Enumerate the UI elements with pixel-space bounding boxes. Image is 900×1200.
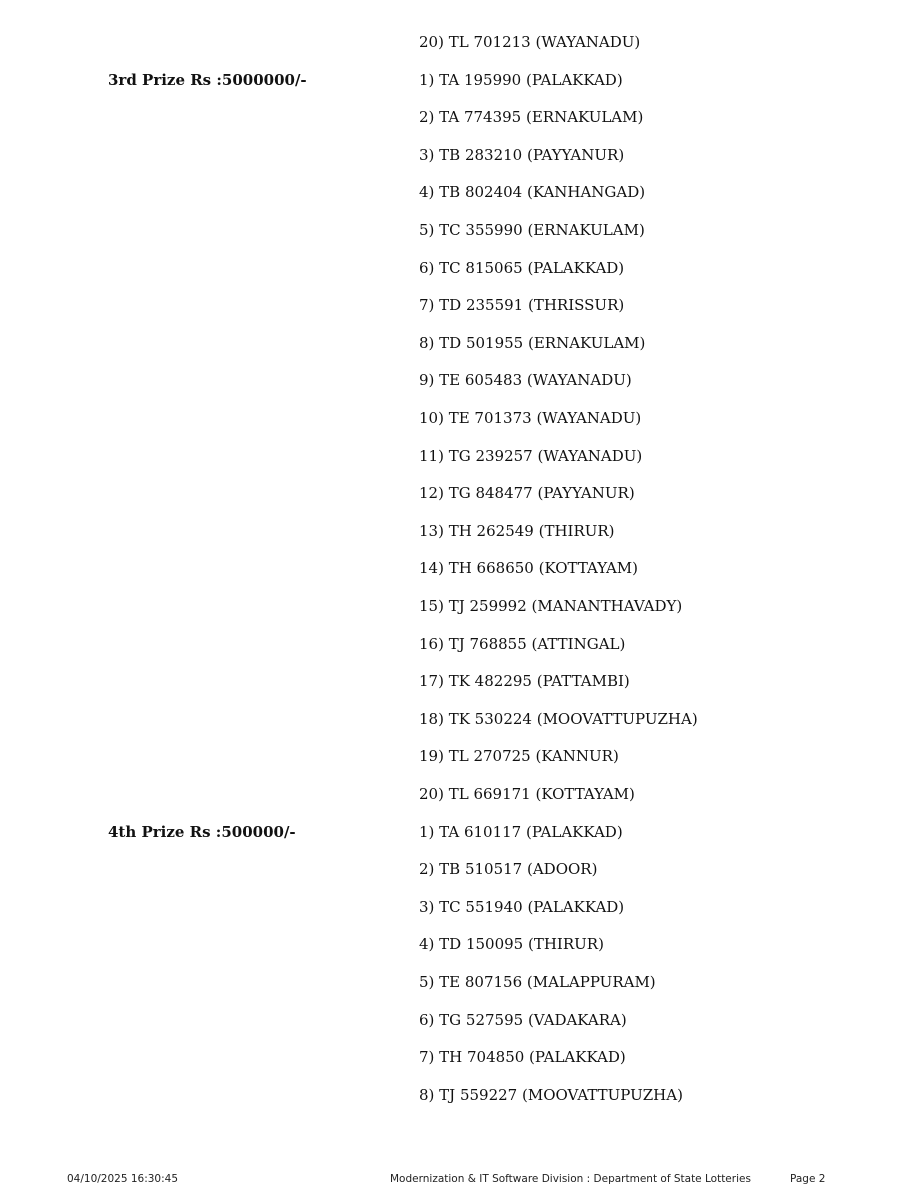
ticket-entry: 5) TC 355990 (ERNAKULAM) (419, 221, 645, 239)
ticket-entry: 3) TB 283210 (PAYYANUR) (419, 145, 625, 164)
prize-label: 4th Prize Rs :500000/- (108, 822, 296, 841)
result-row (0, 400, 900, 438)
result-row (0, 250, 900, 288)
result-row (0, 438, 900, 476)
ticket-entry: 15) TJ 259992 (MANANTHAVADY) (419, 597, 683, 615)
result-row (0, 137, 900, 175)
result-row (0, 99, 900, 137)
ticket-entry: 8) TD 501955 (ERNAKULAM) (419, 333, 646, 352)
result-row (0, 663, 900, 701)
result-row (0, 964, 900, 1002)
result-row (0, 814, 900, 852)
result-row (0, 738, 900, 776)
result-row (0, 24, 900, 62)
result-row (0, 62, 900, 100)
ticket-entry: 6) TG 527595 (VADAKARA) (419, 1010, 627, 1029)
ticket-entry: 11) TG 239257 (WAYANADU) (419, 446, 643, 465)
ticket-entry: 20) TL 669171 (KOTTAYAM) (419, 785, 635, 803)
result-row (0, 701, 900, 739)
ticket-entry: 7) TH 704850 (PALAKKAD) (419, 1048, 626, 1067)
result-row (0, 1002, 900, 1040)
footer-page-number: Page 2 (790, 1173, 826, 1185)
result-row (0, 926, 900, 964)
ticket-entry: 5) TE 807156 (MALAPPURAM) (419, 973, 656, 991)
ticket-entry: 20) TL 701213 (WAYANADU) (419, 33, 641, 51)
result-row (0, 513, 900, 551)
ticket-entry: 3) TC 551940 (PALAKKAD) (419, 897, 625, 916)
result-row (0, 550, 900, 588)
result-row (0, 588, 900, 626)
ticket-entry: 1) TA 610117 (PALAKKAD) (419, 822, 623, 841)
result-row (0, 889, 900, 927)
result-row (0, 212, 900, 250)
ticket-entry: 2) TA 774395 (ERNAKULAM) (419, 108, 644, 127)
ticket-entry: 18) TK 530224 (MOOVATTUPUZHA) (419, 709, 698, 728)
ticket-entry: 6) TC 815065 (PALAKKAD) (419, 258, 625, 277)
result-row (0, 287, 900, 325)
ticket-entry: 13) TH 262549 (THIRUR) (419, 521, 615, 540)
result-row (0, 1077, 900, 1115)
ticket-entry: 10) TE 701373 (WAYANADU) (419, 409, 642, 427)
ticket-entry: 2) TB 510517 (ADOOR) (419, 860, 598, 879)
result-row (0, 325, 900, 363)
result-row (0, 626, 900, 664)
ticket-entry: 9) TE 605483 (WAYANADU) (419, 371, 632, 390)
ticket-entry: 7) TD 235591 (THRISSUR) (419, 296, 625, 315)
ticket-entry: 4) TB 802404 (KANHANGAD) (419, 183, 646, 202)
ticket-entry: 14) TH 668650 (KOTTAYAM) (419, 559, 639, 578)
footer-timestamp: 04/10/2025 16:30:45 (67, 1173, 179, 1185)
result-row (0, 851, 900, 889)
result-row (0, 174, 900, 212)
footer-organization: Modernization & IT Software Division : Department of State Lotteries (390, 1173, 751, 1185)
ticket-entry: 17) TK 482295 (PATTAMBI) (419, 672, 630, 691)
result-row (0, 475, 900, 513)
prize-label: 3rd Prize Rs :5000000/- (108, 70, 307, 89)
ticket-entry: 19) TL 270725 (KANNUR) (419, 747, 619, 766)
ticket-entry: 16) TJ 768855 (ATTINGAL) (419, 634, 626, 653)
ticket-entry: 4) TD 150095 (THIRUR) (419, 935, 604, 954)
ticket-entry: 1) TA 195990 (PALAKKAD) (419, 70, 623, 89)
ticket-entry: 12) TG 848477 (PAYYANUR) (419, 484, 635, 503)
page-footer (0, 1173, 900, 1189)
ticket-entry: 8) TJ 559227 (MOOVATTUPUZHA) (419, 1085, 683, 1104)
result-row (0, 1039, 900, 1077)
result-row (0, 776, 900, 814)
result-row (0, 362, 900, 400)
